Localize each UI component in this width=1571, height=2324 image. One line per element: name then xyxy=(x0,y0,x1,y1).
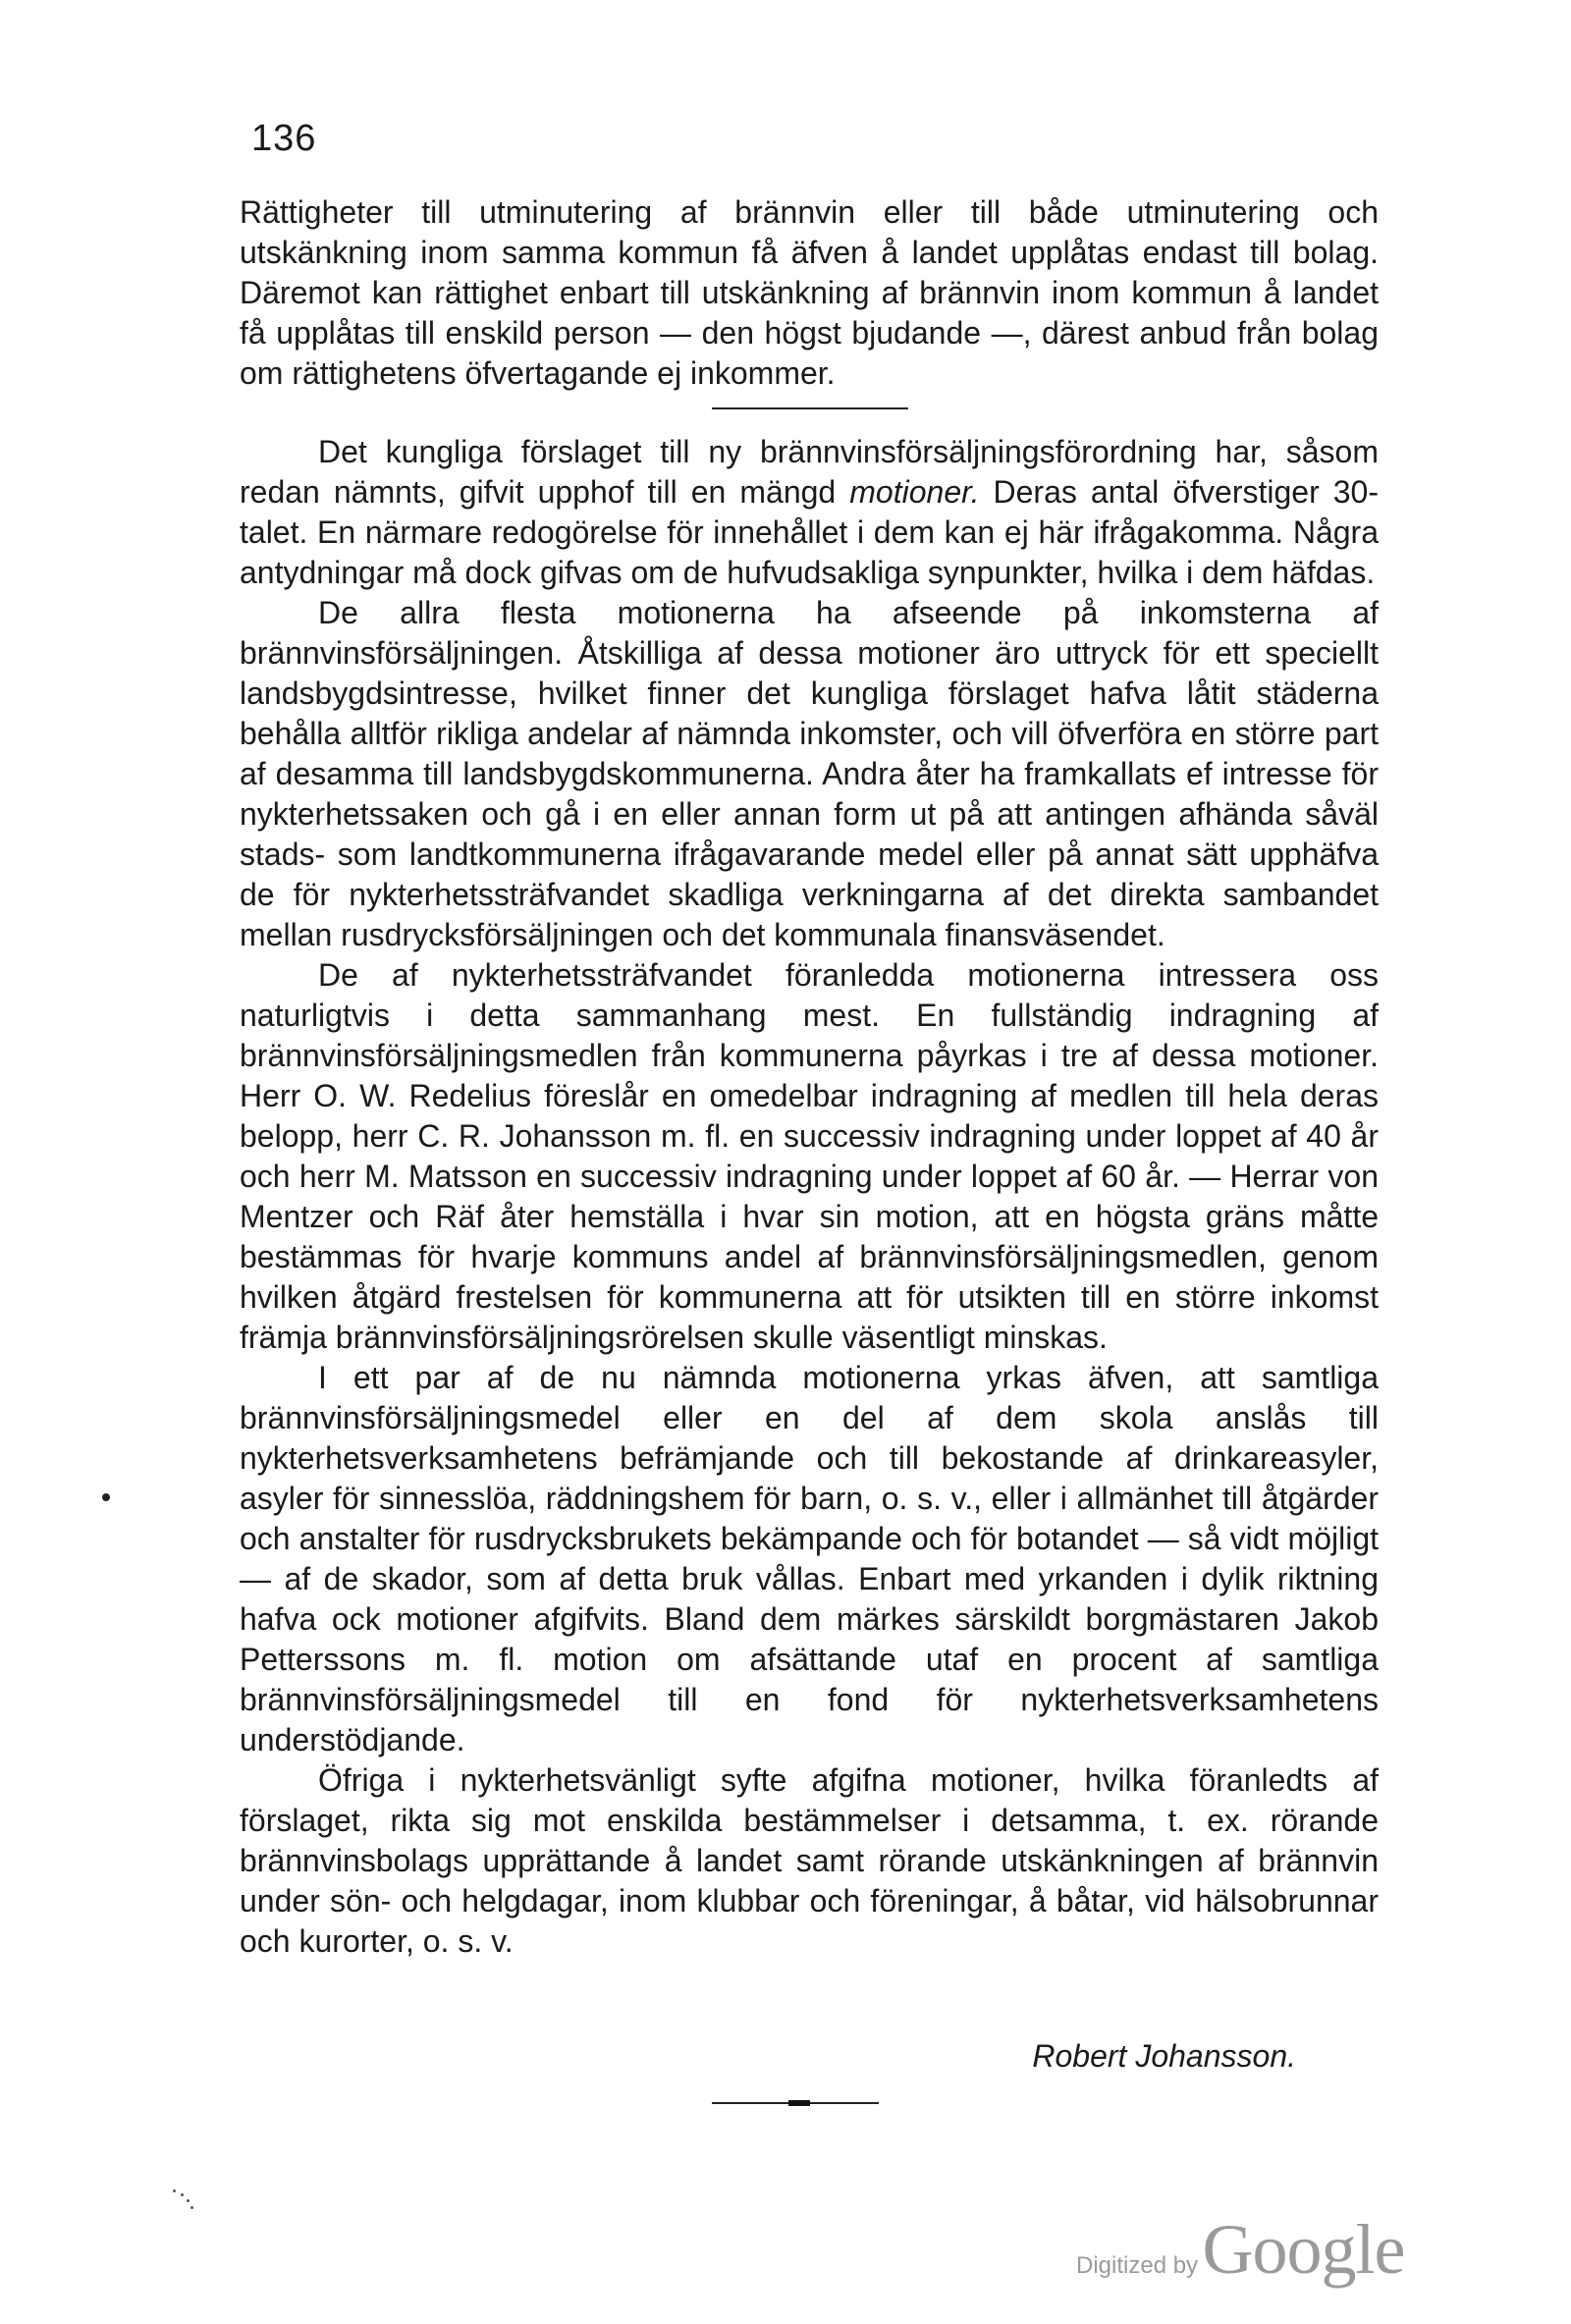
emphasis-motioner: motioner. xyxy=(849,474,980,510)
author-signature: Robert Johansson. xyxy=(1032,2038,1296,2074)
digitized-watermark xyxy=(1076,2209,1404,2288)
main-text-block xyxy=(240,432,1379,1962)
paragraph-other-motions: Öfriga i nykterhetsvänligt syfte afgifna motioner, hvilka föranledts af förslaget, rikta sig mot enskilda bestämmelser i detsamma, t. ex. rörande brännvinsbolags upprättande å landet samt rörande utskänkningen af brännvin under sön- och helgdagar, inom klubbar och föreningar, å båtar, vid hälsobrunnar och kurorter, o. s. v. xyxy=(240,1762,1379,1959)
page-number: 136 xyxy=(251,118,317,159)
end-ornament-center xyxy=(788,2100,810,2106)
paragraph-motions-intro-after: Deras antal öfverstiger 30-talet. En närmare redogörelse för innehållet i dem kan ej här ifrågakomma. Några antydningar må dock gifvas om de hufvudsakliga synpunkter, hvilka i dem häfdas. xyxy=(240,474,1380,590)
end-ornament xyxy=(712,2101,879,2105)
margin-speck xyxy=(102,1493,110,1501)
paragraph-temperance: De af nykterhetssträfvandet föranledda motionerna intressera oss naturligtvis i detta sammanhang mest. En fullständig indragning af brännvinsförsäljningsmedlen från kommunerna påyrkas i tre af dessa motioner. Herr O. W. Redelius föreslår en omedelbar indragning af medlen till hela deras belopp, herr C. R. Johansson m. fl. en successiv indragning under loppet af 40 år och herr M. Matsson en successiv indragning under loppet af 60 år. — Herrar von Mentzer och Räf åter hemställa i hvar sin motion, att en högsta gräns måtte bestämmas för hvarje kommuns andel af brännvinsförsäljningsmedlen, genom hvilken åtgärd frestelsen för kommunerna att för utsikten till en större inkomst främja brännvinsförsäljningsrörelsen skulle väsentligt minskas. xyxy=(240,957,1379,1355)
paragraph-motions-intro xyxy=(240,432,1379,593)
section-divider xyxy=(712,407,908,409)
watermark-prefix: Digitized by xyxy=(1076,2252,1199,2279)
opening-paragraph: Rättigheter till utminutering af brännvin eller till både utminutering och utskänkning inom samma kommun få äfven å landet upplåtas endast till bolag. Däremot kan rättighet enbart till utskänkning af brännvin inom kommun å landet få upplåtas till enskild person — den högst bjudande —, därest anbud från bolag om rättighetens öfvertagande ej inkommer. xyxy=(240,194,1379,391)
opening-paragraph-block xyxy=(240,192,1379,394)
paragraph-allocation: I ett par af de nu nämnda motionerna yrkas äfven, att samtliga brännvinsförsäljningsmedel eller en del af dem skola anslås till nykterhetsverksamhetens befrämjande och till bekostande af drinkareasyler, asyler för sinnesslöa, räddningshem för barn, o. s. v., eller i allmänhet till åtgärder och anstalter för rusdrycksbrukets bekämpande och för botandet — så vidt möjligt — af de skador, som af detta bruk vållas. Enbart med yrkanden i dylik riktning hafva ock motioner afgifvits. Bland dem märkes särskildt borgmästaren Jakob Petterssons m. fl. motion om afsättande utaf en procent af samtliga brännvinsförsäljningsmedel till en fond för nykterhetsverksamhetens understödjande. xyxy=(240,1360,1379,1757)
paragraph-income: De allra flesta motionerna ha afseende på inkomsterna af brännvinsförsäljningen. Åtskilliga af dessa motioner äro uttryck för ett speciellt landsbygdsintresse, hvilket finner det kungliga förslaget hafva låtit städerna behålla alltför rikliga andelar af nämnda inkomster, och vill öfverföra en större part af desamma till landsbygdskommunerna. Andra åter ha framkallats ef intresse för nykterhetssaken och gå i en eller annan form ut på att antingen afhända såväl stads- som landtkommunerna ifrågavarande medel eller på annat sätt upphäfva de för nykterhetssträfvandet skadliga verkningarna af det direkta sambandet mellan rusdrycksförsäljningen och det kommunala finansväsendet. xyxy=(240,595,1379,952)
google-logo: Google xyxy=(1202,2210,1405,2289)
scan-specks xyxy=(173,2188,194,2209)
paragraph-motions-intro-before: Det kungliga förslaget till ny brännvinsförsäljningsförordning har, såsom redan nämnts, gifvit upphof till en mängd xyxy=(240,434,1379,510)
